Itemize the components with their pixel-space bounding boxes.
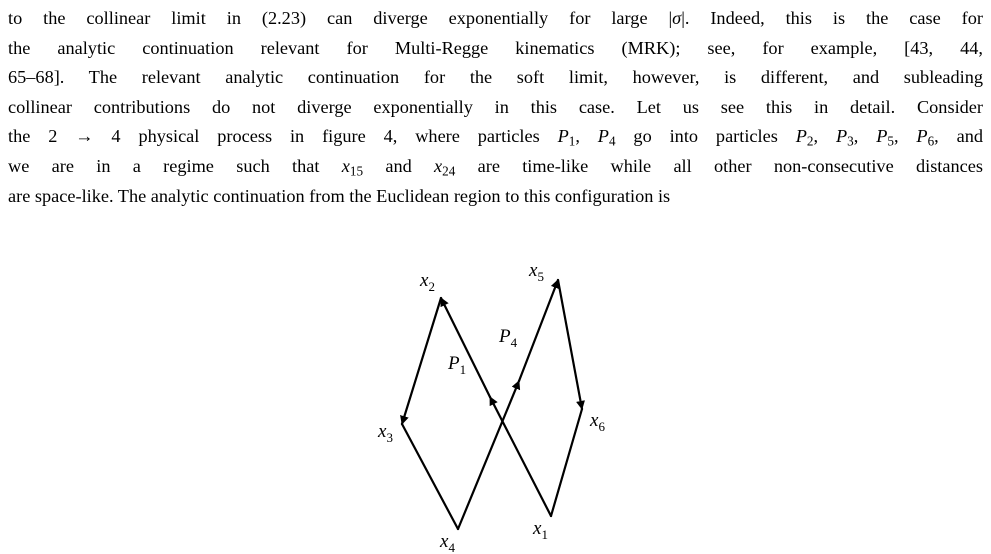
- math-symbol: $x_{15}$: [341, 155, 364, 179]
- math-symbol: $x_{24}$: [434, 155, 456, 179]
- edge-x4-mid-p4: [458, 381, 519, 529]
- math-symbol: $P_6$: [916, 126, 935, 150]
- math-symbol: $P_1$: [557, 126, 576, 150]
- edge-x6-x1: [551, 409, 582, 516]
- vertex-label-x1: $x_1$: [533, 518, 548, 542]
- math-symbol: $P_4$: [597, 126, 616, 150]
- edge-mid-x2: [441, 298, 490, 397]
- edge-x3-x4: [402, 424, 458, 529]
- edge-x1-mid-p1: [490, 397, 551, 516]
- text-line: collinear contributions do not diverge exponentially in this case. Let us see this in detail. Consider: [8, 96, 983, 117]
- text-line: the analytic continuation relevant for Multi-Regge kinematics (MRK); see, for example, [43, 44,: [8, 37, 983, 58]
- text-line: to the collinear limit in (2.23) can diverge exponentially for large |σ|. Indeed, this is the case for: [8, 8, 983, 28]
- vertex-label-x2: $x_2$: [420, 270, 435, 294]
- text-line: the 2 → 4 physical process in figure 4, where particles $P_1$, $P_4$ go into particles $P_2$, $P_3$, $P_5$, $P_6$, and: [8, 126, 983, 150]
- edge-x2-x3: [402, 298, 441, 424]
- vertex-label-x4: $x_4$: [440, 531, 455, 554]
- text-line: we are in a regime such that $x_{15}$ and $x_{24}$ are time-like while all other non-consecutive distances: [8, 155, 983, 179]
- vertex-label-x6: $x_6$: [590, 410, 605, 434]
- particle-label-p4: $P_4$: [499, 326, 518, 350]
- math-symbol: $P_3$: [835, 126, 854, 150]
- math-symbol: σ: [672, 8, 682, 28]
- edge-x5-x6: [558, 280, 582, 409]
- math-symbol: $P_2$: [795, 126, 814, 150]
- particle-label-p1: $P_1$: [448, 353, 467, 377]
- vertex-label-x3: $x_3$: [378, 421, 393, 445]
- text-line: are space-like. The analytic continuation from the Euclidean region to this configuration is: [8, 185, 671, 206]
- edge-mid-x5: [519, 280, 558, 381]
- vertex-label-x5: $x_5$: [529, 260, 544, 284]
- math-symbol: $P_5$: [876, 126, 894, 150]
- text-line: 65–68]. The relevant analytic continuation for the soft limit, however, is different, and subleading: [8, 67, 983, 88]
